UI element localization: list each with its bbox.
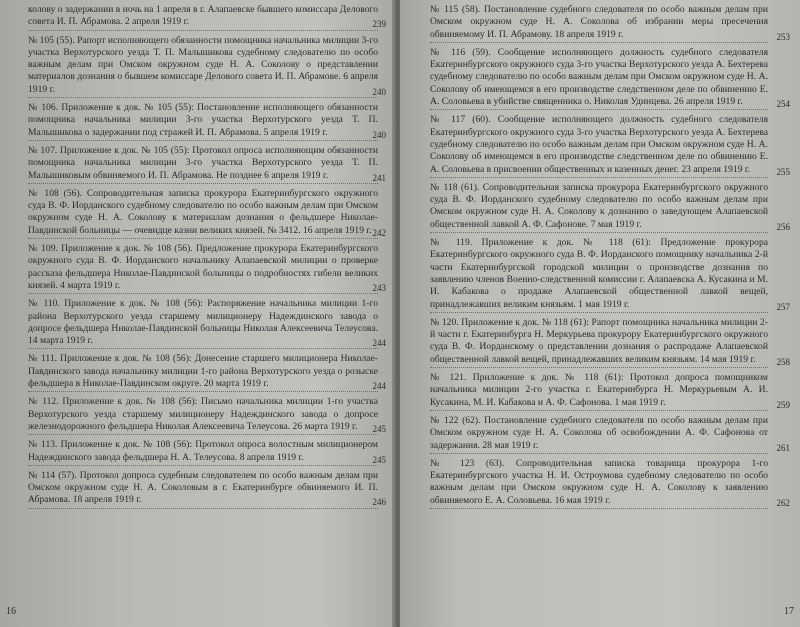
dotted-leader <box>430 312 768 313</box>
dotted-leader <box>430 508 768 509</box>
toc-entry <box>430 46 790 110</box>
toc-entry-page-number: 256 <box>776 221 790 232</box>
left-page <box>0 0 396 627</box>
toc-entry-page-number: 245 <box>372 454 386 465</box>
dotted-leader <box>28 293 378 294</box>
toc-entry-page-number: 246 <box>372 497 386 508</box>
toc-entry-text: № 123 (63). Сопроводительная записка товарища прокурора 1-го Екатеринбургского участка Н. И. Остроумова судебному следователю по особо важным делам при Омском окружном суде Н. А. Соколову к заявлению обвиняемого Е. А. Соловьева. 16 мая 1919 г. <box>430 457 768 506</box>
toc-entry-text: № 120. Приложение к док. № 118 (61): Рапорт помощника начальника милиции 2-й части г. Екатеринбурга Н. Меркурьева прокурору Екатеринбургского окружного суда В. Ф. Иорданскому о представлении дознания о распродаже Алапаевской общественной лавкой вещей, принадлежавших великим князьям. 14 мая 1919 г. <box>430 316 768 365</box>
toc-entry-text: № 112. Приложение к док. № 108 (56): Письмо начальника милиции 1-го участка Верхотурского уезда старшему милиционеру Надеждинского завода о допросе железнодорожного фельдшера Николая Алексеевича Телеусова. 26 марта 1919 г. <box>28 396 378 432</box>
dotted-leader <box>430 232 768 233</box>
toc-entry <box>28 102 386 141</box>
dotted-leader <box>28 508 378 509</box>
toc-entry-text: № 118 (61). Сопроводительная записка прокурора Екатеринбургского окружного суда В. Ф. Иорданского судебному следователю по особо важным делам при Омском окружном суде Н. А. Соколову к дознанию о заведующем Алапаевской общественной лавкой А. Ф. Сафонове. 7 мая 1919 г. <box>430 181 768 230</box>
right-entries-list <box>430 4 790 513</box>
toc-entry <box>28 34 386 98</box>
toc-entry-page-number: 261 <box>776 442 790 453</box>
toc-entry-text: № 105 (55). Рапорт исполняющего обязанности помощника начальника милиции 3-го участка Верхотурского уезда Т. П. Малышикова судебному следователю по особо важным делам при Омском окружном суде Н. А. Соколову о представлении материалов дознания о бывшем комиссаре Делового совета И. П. Абрамове. 6 апреля 1919 г. <box>28 34 378 95</box>
dotted-leader <box>28 391 378 392</box>
toc-entry-page-number: 262 <box>776 497 790 508</box>
toc-entry-text: № 115 (58). Постановление судебного следователя по особо важным делам при Омском окружном суде Н. А. Соколова об избрании меры пресечения обвиняемому И. П. Абрамову. 18 апреля 1919 г. <box>430 4 768 40</box>
dotted-leader <box>430 410 768 411</box>
toc-entry-page-number: 255 <box>776 166 790 177</box>
toc-entry <box>430 181 790 233</box>
dotted-leader <box>28 238 378 239</box>
dotted-leader <box>430 453 768 454</box>
toc-entry-page-number: 244 <box>372 381 386 392</box>
toc-entry <box>28 396 386 435</box>
toc-entry-page-number: 257 <box>776 301 790 312</box>
dotted-leader <box>28 465 378 466</box>
toc-entry-text: № 122 (62). Постановление судебного следователя по особо важным делам при Омском окружном суде Н. А. Соколова об освобождении А. Ф. Сафонова от задержания. 28 мая 1919 г. <box>430 414 768 451</box>
toc-entry-text: № 119. Приложение к док. № 118 (61): Предложение прокурора Екатеринбургского окружного суда В. Ф. Иорданского помощнику начальника 2-й части Екатеринбургской городской милиции о производстве дознания по заявлению членов Военно-следственной комиссии г. Алапаевска А. Кусакина и М. И. Кабакова о продаже Алапаевской общественной лавкой вещей, принадлежавших великим князьям. 1 мая 1919 г. <box>430 237 768 310</box>
toc-entry-page-number: 243 <box>372 282 386 293</box>
toc-entry-text: № 106. Приложение к док. № 105 (55): Постановление исполняющего обязанности помощника начальника милиции 3-го участка Верхотурского уезда Т. П. Малышикова о задержании под стражей И. П. Абрамова. 5 апреля 1919 г. <box>28 102 378 138</box>
toc-entry-page-number: 239 <box>372 19 386 30</box>
toc-entry <box>28 243 386 294</box>
toc-entry-text: № 121. Приложение к док. № 118 (61): Протокол допроса помощником начальника милиции 2-го участка г. Екатеринбурга Н. Меркурьевым А. И. Кусакина, М. И. Кабакова и А. Ф. Сафонова. 1 мая 1919 г. <box>430 372 768 408</box>
toc-entry <box>28 469 386 509</box>
toc-entry-text: № 111. Приложение к док. № 108 (56): Донесение старшего милиционера Николае-Павдинского завода начальнику милиции 1-го района Верхотурского уезда о розыске фельдшера в Николае-Павдинском округе. 20 марта 1919 г. <box>28 353 378 390</box>
toc-entry-page-number: 244 <box>372 338 386 349</box>
toc-entry <box>430 316 790 368</box>
dotted-leader <box>28 97 378 98</box>
toc-entry-text: № 116 (59). Сообщение исполняющего должность судебного следователя Екатеринбургского окружного суда 3-го участка Верхотурского уезда А. Бехтерева судебному следователю по особо важным делам при Омском окружном суде Н. А. Соколову об имеющемся в его производстве следственном деле по обвинению Е. А. Соловьева в убийстве священника о. Николая Удинцева. 26 апреля 1919 г. <box>430 46 768 108</box>
dotted-leader <box>430 177 768 178</box>
toc-entry-page-number: 241 <box>372 172 386 183</box>
dotted-leader <box>28 140 378 141</box>
toc-entry-page-number: 240 <box>372 86 386 97</box>
toc-entry <box>430 237 790 313</box>
toc-entry-page-number: 259 <box>776 399 790 410</box>
toc-entry-page-number: 254 <box>776 99 790 110</box>
toc-entry-text: № 107. Приложение к док. № 105 (55): Протокол опроса исполняющим обязанности помощника начальника милиции 3-го участка Верхотурского уезда Т. П. Малышиковым обвиняемого И. П. Абрамова. Не позднее 6 апреля 1919 г. <box>28 144 378 181</box>
dotted-leader <box>28 183 378 184</box>
dotted-leader <box>430 367 768 368</box>
toc-entry-text: № 110. Приложение к док. № 108 (56): Распоряжение начальника милиции 1-го района Верхотурского уезда старшему милиционеру Надеждинского завода о допросе фельдшера Николае-Павдинской больницы Николая Алексеевича Телеусова. 14 марта 1919 г. <box>28 298 378 347</box>
dotted-leader <box>28 30 378 31</box>
toc-entry <box>430 457 790 509</box>
toc-entry <box>430 114 790 177</box>
toc-entry-text: № 109. Приложение к док. № 108 (56). Предложение прокурора Екатеринбургского окружного суда В. Ф. Иорданского начальнику Алапаевской милиции о проверке рассказа фельдшера Николае-Павдинской больницы о подробностях гибели великих князей. 4 марта 1919 г. <box>28 243 378 291</box>
toc-entry-text: № 114 (57). Протокол допроса судебным следователем по особо важным делам при Омском окружном суде Н. А. Соколовым в г. Екатеринбурге обвиняемого И. П. Абрамова. 18 апреля 1919 г. <box>28 469 378 506</box>
right-page-number: 17 <box>784 606 794 617</box>
left-entries-list <box>28 4 386 513</box>
toc-entry-page-number: 240 <box>372 129 386 140</box>
toc-entry-text: № 117 (60). Сообщение исполняющего должность судебного следователя Екатеринбургского окружного суда 3-го участка Верхотурского уезда А. Бехтерева судебному следователю по особо важным делам при Омском окружном суде Н. А. Соколову об имеющемся в его производстве следственном деле по обвинению Е. А. Соловьева в присвоении общественных и казенных денег. 23 апреля 1919 г. <box>430 114 768 175</box>
toc-entry-page-number: 245 <box>372 423 386 434</box>
toc-entry <box>28 353 386 392</box>
toc-entry-text: № 108 (56). Сопроводительная записка прокурора Екатеринбургского окружного суда В. Ф. Иорданского судебному следователю по особо важным делам при Омском окружном суде Н. А. Соколову к материалам дознания о фельдшере Николае-Павдинской больницы — очевидце казни великих князей. № 3412. 16 апреля 1919 г. <box>28 187 378 236</box>
right-page <box>400 0 800 627</box>
toc-entry <box>430 372 790 411</box>
toc-entry <box>430 4 790 43</box>
left-page-number: 16 <box>6 606 16 617</box>
toc-entry <box>28 439 386 466</box>
toc-entry-page-number: 258 <box>776 356 790 367</box>
toc-entry-page-number: 253 <box>776 31 790 42</box>
toc-entry <box>28 4 386 31</box>
toc-entry <box>28 187 386 239</box>
toc-entry <box>430 414 790 454</box>
dotted-leader <box>28 434 378 435</box>
toc-entry <box>28 298 386 349</box>
dotted-leader <box>430 42 768 43</box>
dotted-leader <box>430 109 768 110</box>
toc-entry-text: № 113. Приложение к док. № 108 (56): Протокол опроса волостным милиционером Надеждинского завода фельдшера Н. А. Телеусова. 8 апреля 1919 г. <box>28 439 378 463</box>
toc-entry-page-number: 242 <box>372 227 386 238</box>
toc-entry <box>28 144 386 184</box>
toc-entry-text: колову о задержании в ночь на 1 апреля в г. Алапаевске бывшего комиссара Делового совета И. П. Абрамова. 2 апреля 1919 г. <box>28 4 378 28</box>
dotted-leader <box>28 348 378 349</box>
